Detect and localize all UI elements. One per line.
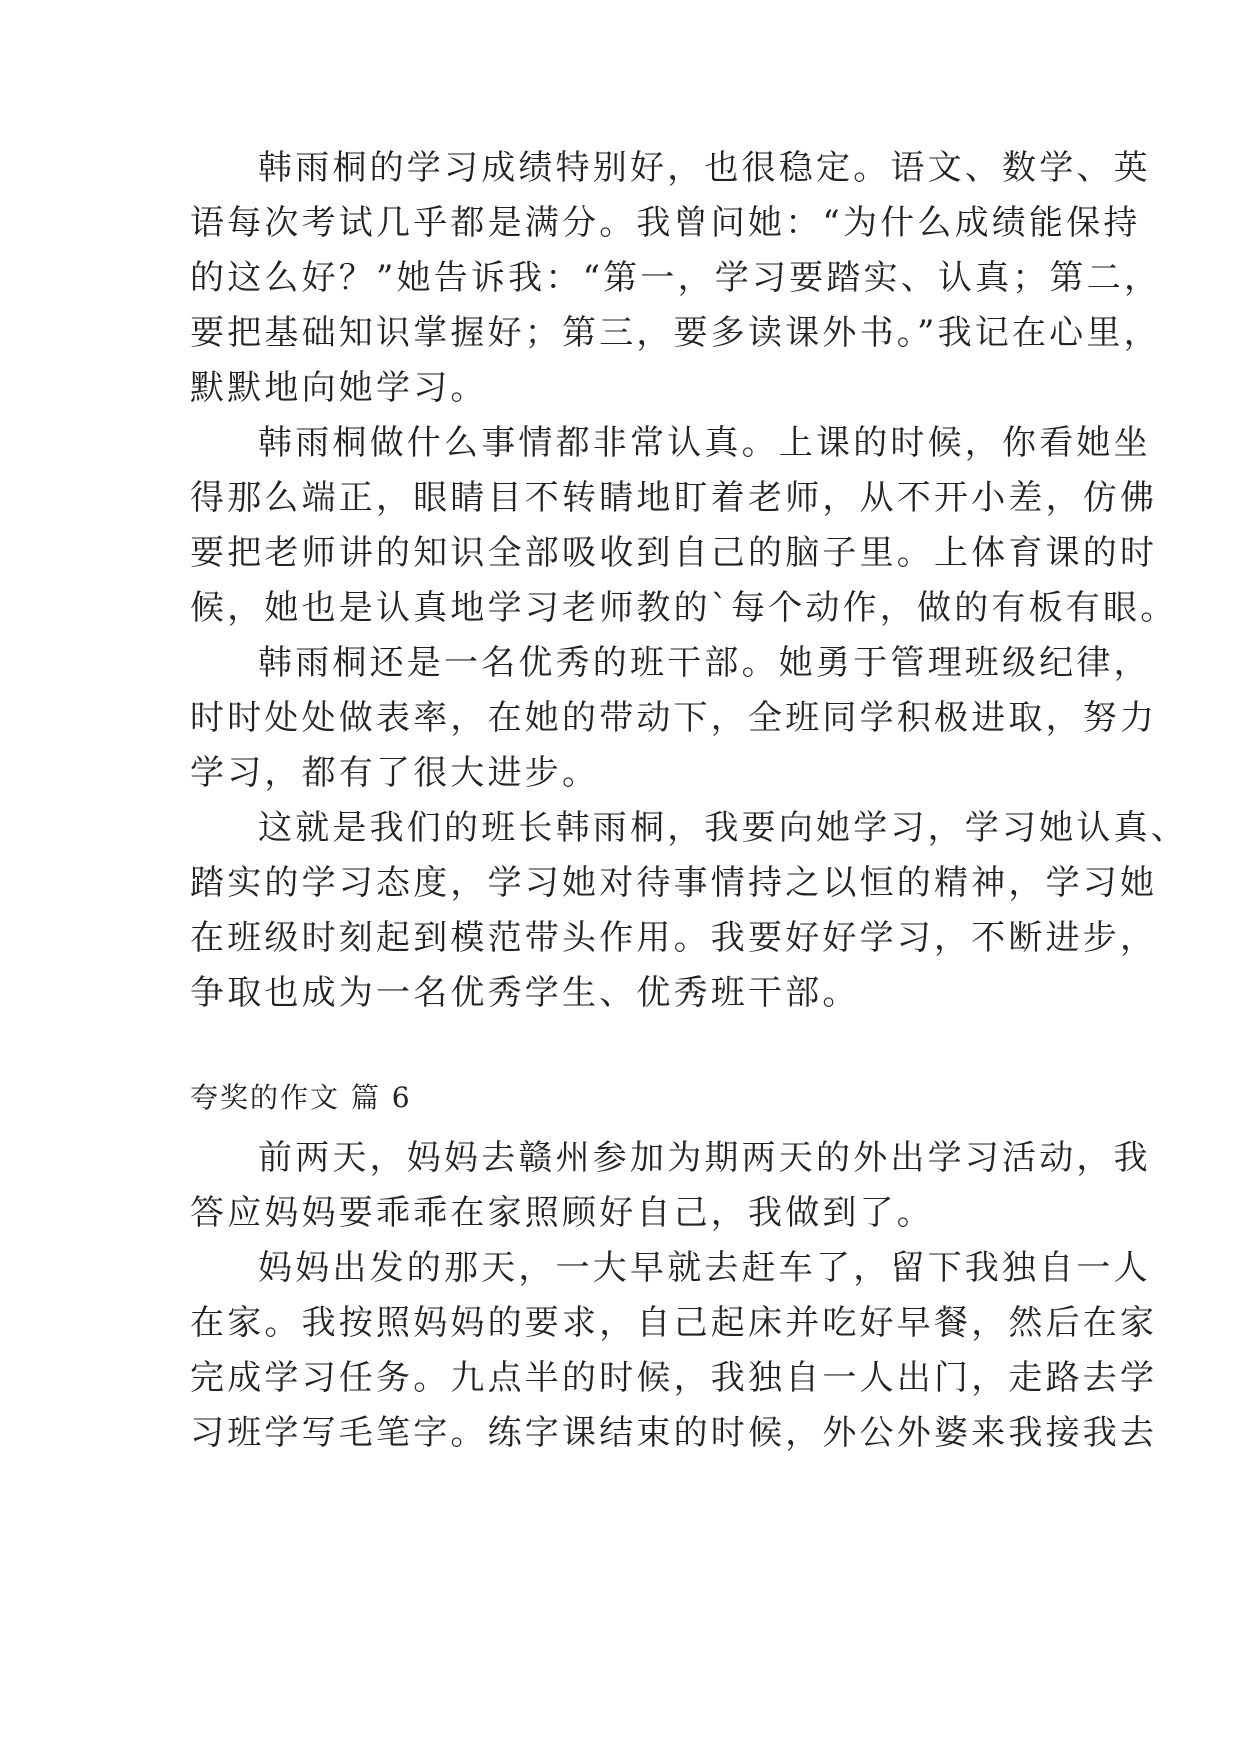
text-line: 妈妈出发的那天，一大早就去赶车了，留下我独自一人: [258, 1248, 1151, 1288]
text-line: 答应妈妈要乖乖在家照顾好自己，我做到了。: [190, 1193, 934, 1233]
text-line: 踏实的学习态度，学习她对待事情持之以恒的精神，学习她: [190, 863, 1158, 903]
text-line: 在家。我按照妈妈的要求，自己起床并吃好早餐，然后在家: [190, 1303, 1158, 1343]
text-line: 韩雨桐的学习成绩特别好，也很稳定。语文、数学、英: [258, 148, 1151, 188]
text-line: 韩雨桐做什么事情都非常认真。上课的时候，你看她坐: [258, 423, 1151, 463]
text-line: 的这么好？”她告诉我：“第一，学习要踏实、认真；第二，: [190, 258, 1162, 298]
text-line: 在班级时刻起到模范带头作用。我要好好学习，不断进步，: [190, 918, 1158, 958]
text-line: 默默地向她学习。: [190, 368, 488, 408]
text-line: 要把基础知识掌握好；第三，要多读课外书。”我记在心里，: [190, 313, 1161, 353]
text-line: 习班学写毛笔字。练字课结束的时候，外公外婆来我接我去: [190, 1413, 1158, 1453]
text-line: 完成学习任务。九点半的时候，我独自一人出门，走路去学: [190, 1358, 1158, 1398]
text-line: 这就是我们的班长韩雨桐，我要向她学习，学习她认真、: [258, 808, 1188, 848]
text-line: 争取也成为一名优秀学生、优秀班干部。: [190, 973, 860, 1013]
text-line: 语每次考试几乎都是满分。我曾问她：“为什么成绩能保持: [190, 203, 1141, 243]
text-line: 学习，都有了很大进步。: [190, 753, 600, 793]
text-line: 得那么端正，眼睛目不转睛地盯着老师，从不开小差，仿佛: [190, 478, 1158, 518]
text-line: 韩雨桐还是一名优秀的班干部。她勇于管理班级纪律，: [258, 643, 1151, 683]
text-line: 候，她也是认真地学习老师教的`每个动作，做的有板有眼。: [190, 588, 1178, 628]
section-heading: 夸奖的作文 篇 6: [190, 1081, 412, 1114]
text-line: 要把老师讲的知识全部吸收到自己的脑子里。上体育课的时: [190, 533, 1158, 573]
text-line: 前两天，妈妈去赣州参加为期两天的外出学习活动，我: [258, 1138, 1151, 1178]
text-line: 时时处处做表率，在她的带动下，全班同学积极进取，努力: [190, 698, 1158, 738]
